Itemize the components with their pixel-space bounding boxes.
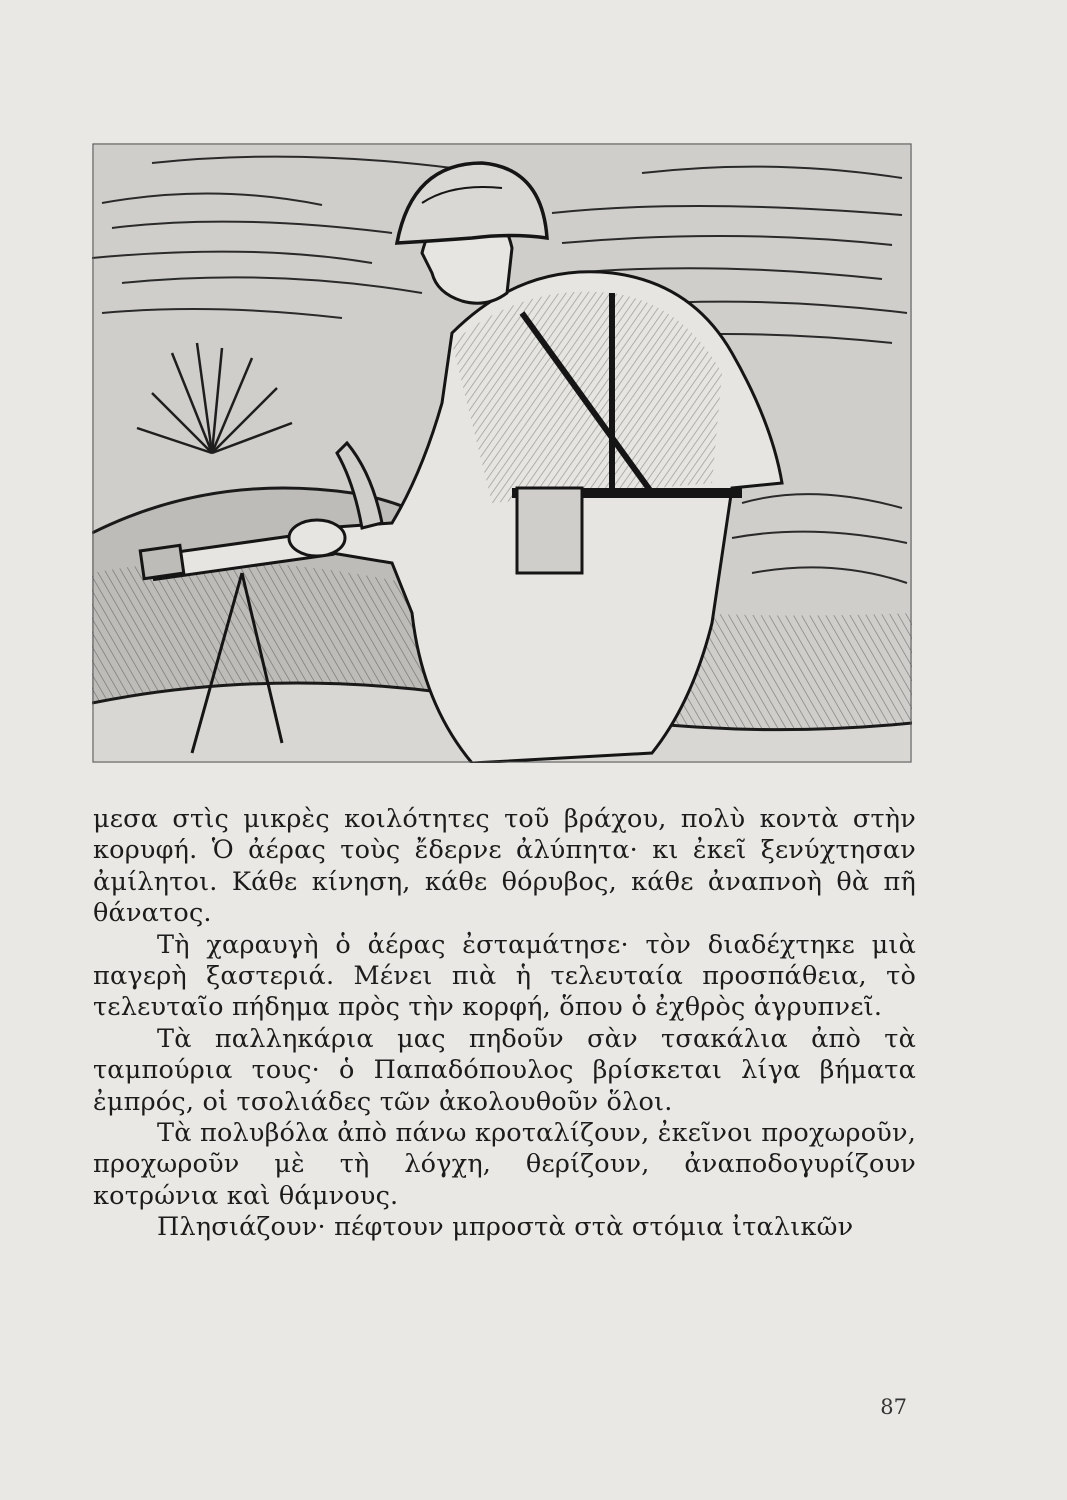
paragraph-2: Τὴ χαραυγὴ ὁ ἀέρας ἐσταμάτησε· τὸν διαδέχτηκε μιὰ παγερὴ ξαστεριά. Μένει πιὰ ἡ τελευταία προσπάθεια, τὸ τελευταῖο πήδημα πρὸς τὴν κορφή, ὅπου ὁ ἐχθρὸς ἀγρυπνεῖ. bbox=[93, 929, 916, 1023]
paragraph-5: Πλησιάζουν· πέφτουν μπροστὰ στὰ στόμια ἰταλικῶν bbox=[157, 1212, 854, 1243]
soldier-illustration bbox=[92, 143, 912, 763]
paragraph-1: μεσα στὶς μικρὲς κοιλότητες τοῦ βράχου, πολὺ κοντὰ στὴν κορυφή. Ὁ ἀέρας τοὺς ἔδερνε ἀλύπητα· κι ἐκεῖ ξενύχτησαν ἀμίλητοι. Κάθε κίνηση, κάθε θόρυβος, κάθε ἀναπνοὴ θὰ πῆ θάνατος. bbox=[93, 804, 916, 929]
soldier-with-machine-gun-icon bbox=[92, 143, 912, 763]
body-text bbox=[93, 804, 916, 1244]
page-number: 87 bbox=[880, 1395, 907, 1419]
paragraph-4: Τὰ πολυβόλα ἀπὸ πάνω κροταλίζουν, ἐκεῖνοι προχωροῦν, προχωροῦν μὲ τὴ λόγχη, θερίζουν, ἀναποδογυρίζουν κοτρώνια καὶ θάμνους. bbox=[93, 1118, 916, 1211]
paragraph-3: Τὰ παλληκάρια μας πηδοῦν σὰν τσακάλια ἀπὸ τὰ ταμπούρια τους· ὁ Παπαδόπουλος βρίσκεται λίγα βήματα ἐμπρός, οἱ τσολιάδες τῶν ἀκολουθοῦν ὅλοι. bbox=[93, 1023, 916, 1117]
